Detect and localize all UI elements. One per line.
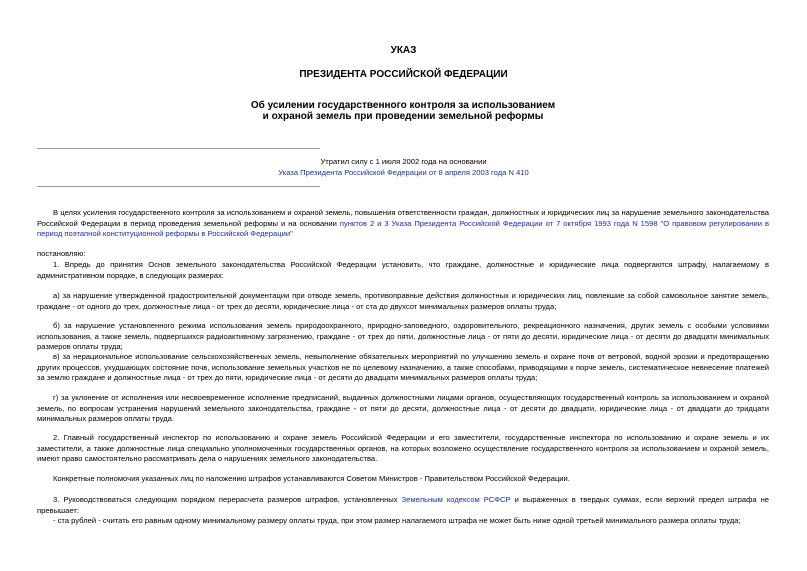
paragraph-v: в) за нерациональное использование сельскохозяйственных земель, невыполнение обязательных мероприятий по улучшению земель и охране почв от ветровой, водной эрозии и предотвращению других процессов, ухудшающих состояние почв, использование земельных участков не по целевому назначению, а также способами, приводящими к порче земель, систематическое невнесение платежей за землю граждане и должностные лица - от трех до пяти, юридические лица - от десяти до двадцати минимальных размеров оплаты труда; bbox=[37, 352, 769, 382]
paragraph-1: 1. Впредь до принятия Основ земельного законодательства Российской Федерации установить, что граждане, должностные и юридические лица подвергаются штрафу, налагаемому в административном порядке, в следующих размерах: bbox=[37, 260, 769, 280]
document-title: Об усилении государственного контроля за использованием и охраной земель при проведении земельной реформы bbox=[250, 100, 556, 122]
paragraph-2b: Конкретные полномочия указанных лиц по наложению штрафов устанавливаются Советом Министров - Правительством Российской Федерации. bbox=[53, 474, 570, 483]
repeal-note-link-line bbox=[0, 168, 807, 178]
paragraph-2: 2. Главный государственный инспектор по использованию и охране земель Российской Федерации и его заместители, государственные инспектора по использованию и охране земель и их заместители, а также должностные лица специально уполномоченных государственных органов, на которых возложено осуществление государственного контроля за использованием и охраной земель, имеют право самостоятельно рассматривать дела о нарушениях земельного законодательства. bbox=[37, 433, 769, 463]
issuer-heading: ПРЕЗИДЕНТА РОССИЙСКОЙ ФЕДЕРАЦИИ bbox=[299, 69, 508, 80]
paragraph-a: а) за нарушение утвержденной градостроительной документации при отводе земель, противоправные действия должностных и юридических лиц, повлекшие за собой самовольное занятие земель, граждане - от одного до трех, должностные лица - от трех до десяти, юридические лица - от ста до двухсот минимальных размеров оплаты труда; bbox=[37, 291, 769, 311]
postanovlyayu-text: постановляю: bbox=[37, 249, 86, 258]
document-type-heading: УКАЗ bbox=[390, 45, 417, 56]
intro-text: В целях усиления государственного контроля за использованием и охраной земель, повышения ответственности граждан, должностных и юридических лиц за нарушение земельного законодательства Российской Федерации в период проведения земельной реформы и на основании bbox=[37, 208, 769, 228]
paragraph-3-start: 3. Руководствоваться следующим порядком перерасчета размеров штрафов, установленных bbox=[53, 495, 398, 504]
paragraph-4: - ста рублей - считать его равным одному минимальному размеру оплаты труда, при этом размер налагаемого штрафа не может быть ниже одной третьей минимального размера оплаты труда; bbox=[53, 516, 741, 525]
repeal-decree-link[interactable]: Указа Президента Российской Федерации от 8 апреля 2003 года N 410 bbox=[278, 168, 529, 177]
paragraph-b: б) за нарушение установленного режима использования земель природоохранного, природно-заповедного, оздоровительного, рекреационного назначения, других земель с особыми условиями использования, а также земель, подвергшихся радиоактивному загрязнению, граждане - от трех до пяти, должностные лица - от пяти до десяти, юридические лица - от десяти до двадцати минимальных размеров оплаты труда; bbox=[37, 321, 769, 351]
paragraph-3-end: и выраженных в твердых суммах, если верхний предел штрафа не превышает: bbox=[37, 495, 769, 515]
paragraph-g: г) за уклонение от исполнения или несвоевременное исполнение предписаний, выданных должностными лицами органов, осуществляющих государственный контроль за использованием и охраной земель, по вопросам устранения нарушений земельного законодательства, граждане - от пяти до десяти, должностные лица - от десяти до двадцати, юридические лица - от двадцати до тридцати минимальных размеров оплаты труда. bbox=[37, 393, 769, 423]
decree-1598-link[interactable]: пунктов 2 и 3 Указа Президента Российской Федерации от 7 октября 1993 года N 1598 "О правовом регулировании в период поэтапной конституционной реформы в Российской Федерации" bbox=[37, 218, 769, 238]
repeal-note: Утратил силу с 1 июля 2002 года на основании bbox=[320, 157, 487, 166]
bottom-divider bbox=[37, 186, 320, 187]
intro-paragraph bbox=[37, 208, 769, 240]
land-code-link[interactable]: Земельным кодексом РСФСР bbox=[401, 495, 511, 504]
top-divider bbox=[37, 148, 320, 149]
paragraph-3 bbox=[37, 495, 769, 516]
